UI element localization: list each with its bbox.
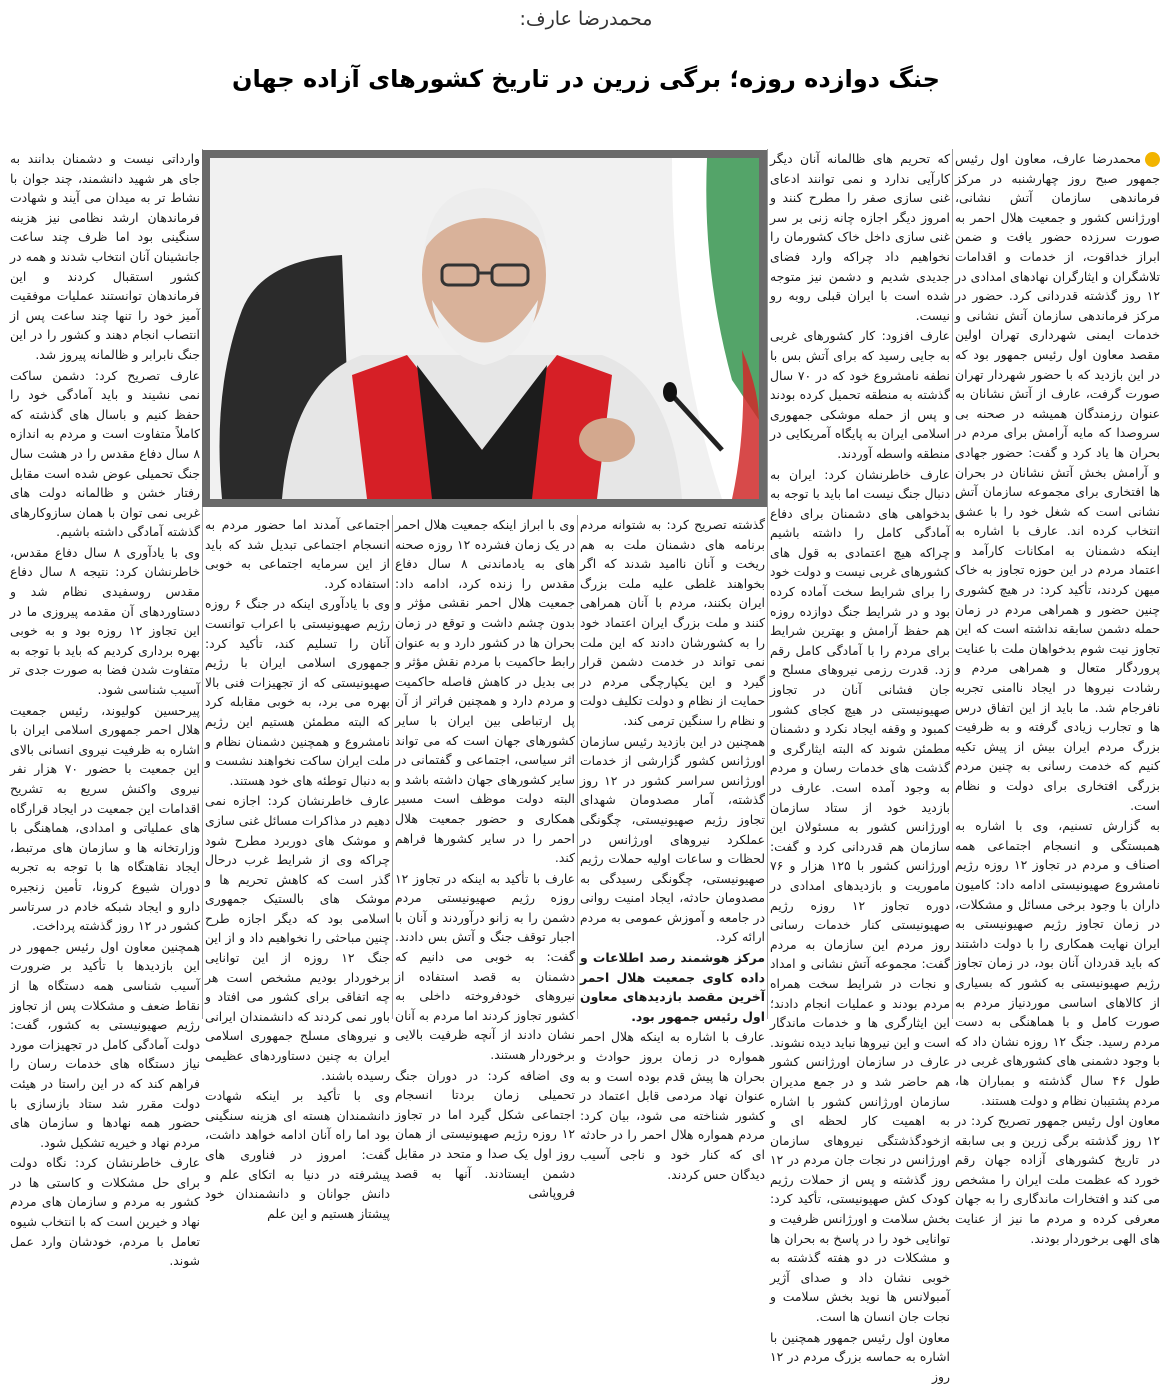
article-kicker: محمدرضا عارف: [519, 8, 653, 30]
paragraph: گذشته تصریح کرد: به شتوانه مردم برنامه های دشمنان ملت به هم ریخت و آنان ناامید شدند که اگر بخواهند غلطی علیه ملت بزرگ ایران بکنند، مردم با آنان همراهی کنند و ملت بزرگ ایران اعتماد خود را به کشورشان دادند که این ملت نمی تواند در خدمت دشمن قرار گیرد و این یکپارچگی مردم در حمایت از نظام و دولت تکلیف دولت و نظام را سنگین ترمی کند. [580, 517, 765, 728]
article-column-3 [580, 515, 765, 1182]
newspaper-logo-icon [1145, 152, 1160, 167]
paragraph: مرکز هوشمند رصد اطلاعات و داده کاوی جمعیت هلال احمر آخرین مقصد بازدیدهای معاون اول رئیس جمهور بود. [580, 950, 765, 1024]
paragraph: عارف با اشاره به اینکه هلال احمر همواره در زمان بروز حوادث و بحران ها پیش قدم بوده است و به عنوان نهاد مردمی قابل اعتماد در کشور شناخته می شود، بیان کرد: مردم همواره هلال احمر را در حادثه ای که کنار خود و ناجی آسیب دیدگان حس کردند. [580, 1029, 765, 1182]
paragraph: همچنین معاون اول رئیس جمهور در این بازدیدها با تأکید بر ضرورت آسیب شناسی همه دستگاه ها از نقاط ضعف و مشکلات پس از تجاوز رژیم صهیونیستی به کشور، گفت: دولت آمادگی کامل در تجهیزات مورد نیاز دستگاه های خدمات رسان را فراهم کند که در این راستا در هیئت دولت مقرر شد ستاد بازسازی با حضور همه نهادها و سازمان های مردم نهاد و خیریه تشکیل شود. [10, 938, 200, 1150]
article-headline: جنگ دوازده روزه؛ برگی زرین در تاریخ کشورهای آزاده جهان [232, 65, 940, 93]
paragraph: به گزارش تسنیم، وی با اشاره به همبستگی و انسجام اجتماعی همه اصناف و مردم در تجاوز ۱۲ روزه رژیم نامشروع صهیونیستی ادامه داد: کامیون داران با وجود برخی مسائل و مشکلات، در زمان تجاوز رژیم صهیونیستی به ایران نهایت همکاری را با دولت داشتند که باید قدردان آنان بود، در زمان تجاوز رژیم صهیونیستی به کشور که بسیاری از کالاهای اساسی موردنیاز مردم به صورت کامل و با هماهنگی به دست مردم رسید. جنگ ۱۲ روزه نشان داد که با وجود دشمنی های کشورهای غربی در طول ۴۶ سال گذشته و بمباران ها، مردم پشتیبان نظام و دولت هستند. [955, 818, 1160, 1108]
paragraph: عارف با تأکید به اینکه در تجاوز ۱۲ روزه رژیم صهیونیستی مردم دشمن را به زانو درآوردند و آنان با اجبار توقف جنگ و آتش بس دادند. گفت: به خوبی می دانیم که دشمنان به قصد استفاده از نیروهای خودفروخته داخلی به کشور تجاوز کردند اما مردم به آنان نشان دادند از آنچه ظرفیت بالایی برخوردار هستند. [395, 870, 575, 1063]
article-column-4 [395, 515, 575, 1201]
column-divider [767, 149, 768, 1019]
paragraph: معاون اول رئیس جمهور تصریح کرد: در ۱۲ روز گذشته برگی زرین و بی سابقه در تاریخ کشورهای آزاده جهان رقم خورد که عظمت ملت ایران را مشخص می کند و افتخارات ماندگاری را به جهان معرفی کرده و مردم ما نیز از عنایت های الهی برخوردار بودند. [955, 1113, 1160, 1246]
paragraph: وی با یادآوری ۸ سال دفاع مقدس، خاطرنشان کرد: نتیجه ۸ سال دفاع مقدس روسفیدی نظام شد و دستاوردهای آن مقدمه پیروزی ما در این تجاوز ۱۲ روزه بود و به خوبی بهره برداری کردیم که باید با توجه به متفاوت شدن فضا به صورت جدی تر آسیب شناسی شود. [10, 544, 201, 698]
paragraph: وارداتی نیست و دشمنان بدانند به جای هر شهید دانشمند، چند جوان با نشاط تر به میدان می آیند و شهادت فرماندهان ارشد نظامی نیز هزینه سنگینی بود اما ظرف چند ساعت جانشینان آنان انتخاب شدند و همه در کشور استقبال کردند و این فرماندهان توانستند عملیات موفقیت آمیز خود را تنها چند ساعت پس از انتصاب انجام دهند و کشور را در این جنگ نابرابر و ظالمانه پیروز شد. [10, 151, 200, 362]
article-column-6 [10, 149, 201, 1269]
article-column-2 [770, 149, 950, 1384]
paragraph: معاون اول رئیس جمهور همچنین با اشاره به حماسه بزرگ مردم در ۱۲ روز [770, 1329, 950, 1384]
paragraph: وی با تأکید بر اینکه شهادت دانشمندان هسته ای هزینه سنگینی بود اما راه آنان ادامه خواهد داشت، گفت: امروز در فناوری های پیشرفته در دنیا به اتکای علم و دانش جوانان و دانشمندان خود پیشتاز هستیم و این علم [205, 1088, 390, 1221]
paragraph [955, 149, 1160, 815]
paragraph-text: محمدرضا عارف، معاون اول رئیس جمهور صبح روز چهارشنبه در مرکز فرماندهی سازمان آتش نشانی، اورژانس کشور و جمعیت هلال احمر به صورت سرزده حضور یافت و ضمن ابراز خداقوت، از خدمات و اقدامات تلاشگران و ایثارگران نهادهای امدادی در ۱۲ روز گذشته قدردانی کرد. حضور در مرکز فرماندهی سازمان آتش نشانی و خدمات ایمنی شهرداری تهران اولین مقصد معاون اول رئیس جمهور بود که در این بازدید که با حضور شهردار تهران صورت گرفت، عارف از آتش نشانان به عنوان رزمندگان همیشه در صحنه بی سروصدا که مایه آرامش برای مردم در بحران ها یاد کرد و گفت: حضور جهادی و آرامش بخش آتش نشانان در بحران ها افتخاری برای مجموعه سازمان آتش نشانی است که شغل خود را با عشق انتخاب کرده اند. عارف با اشاره به اینکه دشمنان به امکانات کارآمد و اعتماد مردم در این حوزه تجاوز به خاک میهن کردند، تأکید کرد: در هیچ کشوری چنین حضور و همراهی مردم در زمان حمله دشمن سابقه نداشته است که این تجاوز نیت شوم بدخواهان ملت با عنایت پروردگار متعال و همراهی مردم و رشادت نیروها در ایجاد ناامنی تجربه نافرجام شد. ما باید از این اتفاق درس ها و تجارب زیادی گرفته و به ظرفیت بزرگ مردم ایران بیش از پیش تکیه کنیم که خدمت رسانی به چنین مردم بزرگی افتخاری برای دولت و نظام است. [955, 151, 1160, 813]
paragraph: وی با ابراز اینکه جمعیت هلال احمر در یک زمان فشرده ۱۲ روزه صحنه های به یادماندنی ۸ سال دفاع مقدس را زنده کرد، ادامه داد: جمعیت هلال احمر نقشی مؤثر و بدون چشم داشت و توقع در زمان بحران ها در کشور دارد و به عنوان رابط حاکمیت با مردم نقش مؤثر و بی بدیل در کاهش فاصله حاکمیت و مردم دارد و همچنین فراتر از آن پل ارتباطی بین ایران با سایر کشورهای جهان است که می تواند اثر سیاسی، اجتماعی و گفتمانی در سایر کشورهای جهان داشته باشد و البته دولت موظف است مسیر همکاری و حضور جمعیت هلال احمر را در سایر کشورها فراهم کند. [395, 517, 575, 866]
article-photo [202, 150, 767, 507]
article-column-5 [205, 515, 390, 1221]
paragraph: عارف خاطرنشان کرد: اجازه نمی دهیم در مذاکرات مسائل غنی سازی و موشک های دوربرد مطرح شود چراکه وی از شرایط غرب درحال گذر است که کاهش تحریم ها و موشک های بالستیک جمهوری اسلامی بود که دیگر اجازه طرح چنین مباحثی را نخواهیم داد و از این جنگ ۱۲ روزه از این توانایی برخوردار بودیم مشخص است هر چه اتفاقی برای کشور می افتاد و باور نمی کردند که دانشمندان ایرانی و نیروهای مسلح جمهوری اسلامی ایران به چنین دستاوردهای عظیمی رسیده باشند. [205, 793, 390, 1083]
paragraph: عارف افزود: کار کشورهای غربی به جایی رسید که برای آتش بس با نطفه نامشروع خود که در ۷۰ سال گذشته به منطقه تحمیل کرده بودند و پس از حمله موشکی جمهوری اسلامی ایران به پایگاه آمریکایی در منطقه واسطه آوردند. [770, 328, 950, 461]
paragraph: وی اضافه کرد: در دوران جنگ تحمیلی زمان بردتا انسجام اجتماعی شکل گیرد اما در تجاوز ۱۲ روزه رژیم صهیونیستی از همان روز اول یک صدا و متحد در مقابل دشمن ایستادند. آنها به قصد فروپاشی [395, 1067, 575, 1201]
column-divider [392, 515, 393, 1019]
portrait-photo-icon [202, 150, 767, 507]
paragraph: که تحریم های ظالمانه آنان دیگر کارآیی ندارد و نمی توانند ادعای غنی سازی صفر را مطرح کنند و امروز دیگر اجازه چانه زنی بر سر غنی سازی داخل خاک کشورمان را نخواهیم داد چراکه وارد فضای جدیدی شدیم و دشمن نیز متوجه شده است با ایران قبلی روبه رو نیست. [770, 151, 950, 323]
paragraph: عارف خاطرنشان کرد: ایران به دنبال جنگ نیست اما باید با توجه به بدخواهی های دشمنان برای دفاع آمادگی کامل را داشته باشیم چراکه هیچ اعتمادی به قول های کشورهای غربی نیست و دولت خود را برای شرایط سخت آماده کرده بود و در شرایط جنگ دوازده روزه هم حفظ آرامش و بهترین شرایط برای مردم را با آمادگی کامل رقم زد. قدرت رزمی نیروهای مسلح و جان فشانی آنان در تجاوز صهیونیستی در هیچ کجای کشور کمبود و وقفه ایجاد نکرد و دشمنان مطمئن شوند که البته ایثارگری و گذشت های خدمات رسان و مردم به وجود آمده است. عارف در بازدید خود از ستاد سازمان اورژانس کشور به مسئولان این سازمان هم قدردانی کرد و گفت: اورژانس کشور با ۱۲۵ هزار و ۷۶ ماموریت و بازدیدهای امدادی در دوره تجاوز ۱۲ روزه رژیم صهیونیستی کنار خدمات رسانی روز مردم این سازمان به مردم گفت: مجموعه آتش نشانی و امداد و نجات در شرایط سخت همراه مردم بودند و عملیات انجام دادند؛ این ایثارگری ها و خدمات ماندگار است و این نیروها نباید دیده نشوند. عارف در سازمان اورژانس کشور هم حاضر شد و در جمع مدیران سازمان اورژانس کشور با اشاره به اهمیت کار لحظه ای و ازخودگذشتگی نیروهای سازمان اورژانس در نجات جان مردم در ۱۲ روز گذشته و پس از حملات رژیم کودک کش صهیونیستی، تأکید کرد: بخش سلامت و اورژانس ظرفیت و توانایی خود را در پاسخ به بحران ها و مشکلات در دو هفته گذشته به خوبی نشان داد و صدای آژیر آمبولانس ها نوید بخش سلامت و نجات جان انسان ها است. [770, 466, 950, 1325]
paragraph: وی با یادآوری اینکه در جنگ ۶ روزه رژیم صهیونیستی با اعراب توانست آنان را تسلیم کند، تأکید کرد: جمهوری اسلامی ایران با رژیم صهیونیستی که از تجهیزات فنی بالا بهره می برد، به خوبی مقابله کرد که البته مطمئن هستیم این رژیم نامشروع و همچنین دشمنان نظام و ملت ایران ساکت نخواهند نشست و به دنبال توطئه های خود هستند. [205, 596, 390, 788]
paragraph: پیرحسین کولیوند، رئیس جمعیت هلال احمر جمهوری اسلامی ایران با اشاره به ظرفیت نیروی انسانی بالای این جمعیت با حضور ۷۰ هزار نفر نیروی واکنش سریع به تشریح اقدامات این جمعیت در ایجاد قرارگاه های عملیاتی و امدادی، هماهنگی با وزارتخانه ها و سازمان های مرتبط، ایجاد نقاهتگاه ها با توجه به تجربه دوران شیوع کرونا، تأمین زنجیره دارو و ایجاد شبکه خادم در سرتاسر کشور در ۱۲ روز گذشته پرداخت. [10, 702, 200, 934]
paragraph: عارف تصریح کرد: دشمن ساکت نمی نشیند و باید آمادگی خود را حفظ کنیم و باسال های گذشته که کاملاً متفاوت است و مردم به اندازه ۸ سال دفاع مقدس را در هشت سال جنگ تحمیلی عوض شده است مقابل رفتار خشن و ظالمانه دولت های غربی نمی توان با همان سازوکارهای گذشته آمادگی داشته باشیم. [10, 367, 200, 540]
paragraph: اجتماعی آمدند اما حضور مردم به انسجام اجتماعی تبدیل شد که باید از این سرمایه اجتماعی به خوبی استفاده کرد. [205, 517, 390, 591]
article-column-1 [955, 149, 1160, 1246]
column-divider [577, 515, 578, 1019]
paragraph: عارف خاطرنشان کرد: نگاه دولت برای حل مشکلات و کاستی ها در کشور به مردم و سازمان های مردم نهاد و خیرین است که با انتخاب شیوه تعامل با مردم، خودشان وارد عمل شوند. [10, 1155, 200, 1269]
paragraph: همچنین در این بازدید رئیس سازمان اورژانس کشور گزارشی از خدمات اورژانس سراسر کشور در ۱۲ روز گذشته، آمار مصدومان شهدای تجاوز رژیم صهیونیستی، چگونگی عملکرد نیروهای اورژانس در لحظات و ساعات اولیه حملات رژیم صهیونیستی، چگونگی رسیدگی به مصدومان حادثه، ایجاد امنیت روانی در جامعه و آموزش عمومی به مردم ارائه کرد. [580, 733, 765, 945]
column-divider [952, 149, 953, 1019]
